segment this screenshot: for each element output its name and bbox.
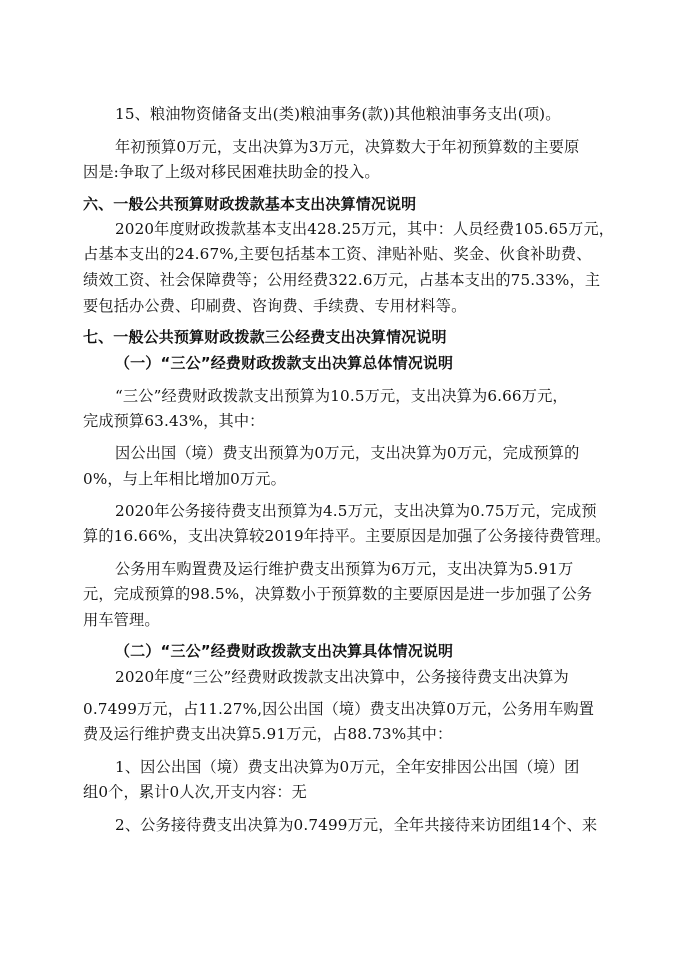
paragraph-line: 费及运行维护费支出决算5.91万元，占88.73%其中：: [83, 725, 453, 743]
paragraph-line: 2020年公务接待费支出预算为4.5万元，支出决算为0.75万元，完成预: [115, 502, 597, 520]
paragraph-line: 公务用车购置费及运行维护费支出预算为6万元，支出决算为5.91万: [115, 560, 574, 578]
paragraph-line: 15、粮油物资储备支出(类)粮油事务(款))其他粮油事务支出(项)。: [115, 105, 561, 123]
paragraph-line: 绩效工资、社会保障费等；公用经费322.6万元，占基本支出的75.33%，主: [83, 271, 601, 289]
paragraph-line: 算的16.66%，支出决算较2019年持平。主要原因是加强了公务接待费管理。: [83, 527, 611, 545]
section-heading-6: 六、一般公共预算财政拨款基本支出决算情况说明: [83, 195, 417, 213]
section-heading-7: 七、一般公共预算财政拨款三公经费支出决算情况说明: [83, 328, 447, 346]
paragraph-line: 1、因公出国（境）费支出决算为0万元，全年安排因公出国（境）团: [115, 758, 580, 776]
subsection-heading-1: （一）“三公”经费财政拨款支出决算总体情况说明: [115, 354, 454, 372]
paragraph-line: 因是:争取了上级对移民困难扶助金的投入。: [83, 163, 380, 181]
paragraph-line: “三公”经费财政拨款支出预算为10.5万元，支出决算为6.66万元，: [115, 387, 568, 405]
paragraph-line: 元，完成预算的98.5%，决算数小于预算数的主要原因是进一步加强了公务: [83, 585, 593, 603]
paragraph-line: 0%，与上年相比增加0万元。: [83, 470, 286, 488]
paragraph-line: 0.7499万元，占11.27%,因公出国（境）费支出决算0万元，公务用车购置: [83, 700, 595, 718]
paragraph-line: 2020年度财政拨款基本支出428.25万元，其中：人员经费105.65万元，: [115, 220, 615, 238]
paragraph-line: 年初预算0万元，支出决算为3万元，决算数大于年初预算数的主要原: [115, 138, 580, 156]
paragraph-line: 组0个，累计0人次,开支内容：无: [83, 783, 307, 801]
paragraph-line: 要包括办公费、印刷费、咨询费、手续费、专用材料等。: [83, 297, 467, 315]
paragraph-line: 用车管理。: [83, 611, 160, 629]
paragraph-line: 完成预算63.43%，其中：: [83, 412, 265, 430]
paragraph-line: 因公出国（境）费支出预算为0万元，支出决算为0万元，完成预算的: [115, 444, 580, 462]
paragraph-line: 2、公务接待费支出决算为0.7499万元，全年共接待来访团组14个、来: [115, 816, 598, 834]
paragraph-line: 2020年度“三公”经费财政拨款支出决算中，公务接待费支出决算为: [115, 668, 569, 686]
subsection-heading-2: （二）“三公”经费财政拨款支出决算具体情况说明: [115, 642, 454, 660]
paragraph-line: 占基本支出的24.67%,主要包括基本工资、津贴补贴、奖金、伙食补助费、: [83, 245, 592, 263]
